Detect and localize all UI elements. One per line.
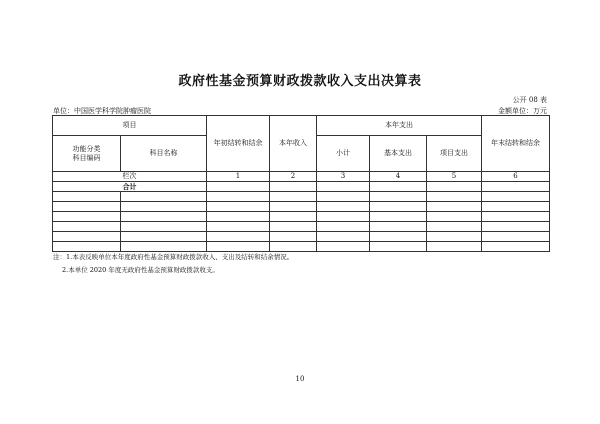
table-cell: [270, 232, 317, 242]
table-row: [53, 242, 550, 252]
header-item: 项目: [53, 116, 207, 136]
table-cell: [427, 212, 482, 222]
column-number: 4: [370, 172, 427, 182]
table-cell: [270, 242, 317, 252]
table-cell: [427, 192, 482, 202]
header-func-code-line2: 科目编码: [72, 153, 101, 162]
table-cell: [427, 202, 482, 212]
table-cell: [53, 242, 121, 252]
table-cell: [317, 222, 370, 232]
column-number: 6: [482, 172, 550, 182]
table-cell: [370, 242, 427, 252]
table-row: [53, 202, 550, 212]
table-cell: [207, 182, 270, 192]
page-number: 10: [295, 375, 305, 383]
table-cell: [53, 192, 121, 202]
page-title: 政府性基金预算财政拨款收入支出决算表: [178, 74, 422, 89]
table-cell: [482, 222, 550, 232]
table-cell: [427, 232, 482, 242]
table-cell: [370, 222, 427, 232]
header-end-balance: 年末结转和结余: [482, 116, 550, 172]
table-cell: [317, 242, 370, 252]
table-cell: [317, 202, 370, 212]
table-cell: [317, 182, 370, 192]
table-cell: [270, 192, 317, 202]
form-number: 公开 08 表: [512, 96, 547, 104]
header-func-code-line1: 功能分类: [72, 144, 101, 153]
header-begin-balance: 年初结转和结余: [207, 116, 270, 172]
table-cell: [207, 222, 270, 232]
table-cell: [53, 232, 121, 242]
table-cell: [207, 242, 270, 252]
table-cell: [121, 222, 207, 232]
table-cell: [121, 232, 207, 242]
header-subtotal: 小计: [317, 136, 370, 172]
table-cell: [207, 202, 270, 212]
table-row: [53, 222, 550, 232]
table-cell: [53, 222, 121, 232]
table-cell: [482, 182, 550, 192]
table-cell: [370, 202, 427, 212]
header-project: 项目支出: [427, 136, 482, 172]
table-cell: [121, 192, 207, 202]
table-cell: [270, 202, 317, 212]
table-cell: [270, 222, 317, 232]
table-row: [53, 232, 550, 242]
table-cell: [317, 232, 370, 242]
notes: [53, 251, 293, 277]
table-cell: [121, 212, 207, 222]
table-cell: [121, 202, 207, 212]
table-cell: [317, 192, 370, 202]
column-number: 3: [317, 172, 370, 182]
table-cell: [53, 212, 121, 222]
table-row: [53, 192, 550, 202]
table-cell: [270, 212, 317, 222]
table-cell: [317, 212, 370, 222]
table-row: [53, 182, 550, 192]
table-cell: [370, 232, 427, 242]
column-number: 2: [270, 172, 317, 182]
column-number: 5: [427, 172, 482, 182]
table-cell: [427, 242, 482, 252]
unit-label: 单位：中国医学科学院肿瘤医院: [53, 107, 151, 115]
table-cell: [53, 202, 121, 212]
table-cell: [370, 182, 427, 192]
table-cell: [482, 232, 550, 242]
table-cell: [427, 222, 482, 232]
table-cell: [270, 182, 317, 192]
note-1: 注：1.本表反映单位本年度政府性基金预算财政拨款收入、支出及结转和结余情况。: [53, 253, 294, 261]
header-expense: 本年支出: [317, 116, 482, 136]
table-cell: [482, 202, 550, 212]
header-subject-name: 科目名称: [121, 136, 207, 172]
table-row: [53, 212, 550, 222]
total-label: 合计: [53, 182, 207, 192]
header-func-code: [53, 136, 121, 172]
table-cell: [482, 212, 550, 222]
header-income: 本年收入: [270, 116, 317, 172]
table-cell: [370, 212, 427, 222]
table-cell: [207, 192, 270, 202]
table-cell: [207, 212, 270, 222]
column-label: 栏次: [53, 172, 207, 182]
table-cell: [121, 242, 207, 252]
note-2: 2.本单位 2020 年度无政府性基金预算财政拨款收支。: [62, 266, 219, 274]
money-unit-label: 金额单位：万元: [498, 107, 547, 115]
table-cell: [427, 182, 482, 192]
table-cell: [482, 242, 550, 252]
column-number: 1: [207, 172, 270, 182]
table-cell: [370, 192, 427, 202]
table-cell: [482, 192, 550, 202]
header-basic: 基本支出: [370, 136, 427, 172]
fund-table: [52, 115, 550, 252]
table-cell: [207, 232, 270, 242]
